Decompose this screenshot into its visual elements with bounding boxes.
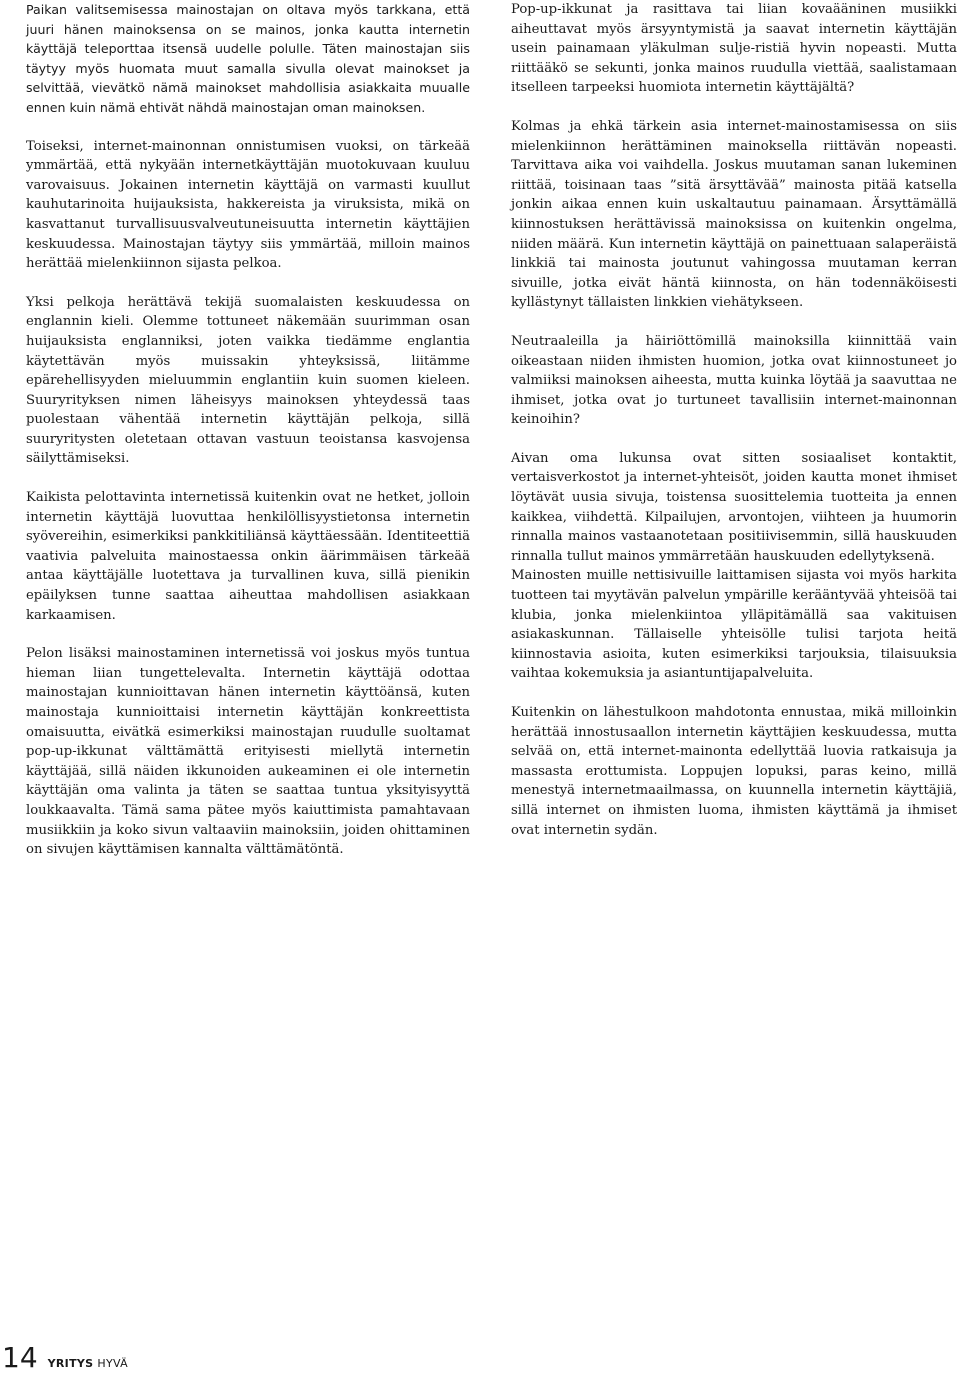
page-number: 14 xyxy=(2,1341,38,1374)
paragraph: Paikan valitsemisessa mainostajan on oltava myös tarkkana, että juuri hänen mainoksensa on se mainos, jonka kautta internetin käyttäjä teleporttaa itsensä uudelle polulle. Täten mainostajan siis täytyy myös huomata muut samalla sivulla olevat mainokset ja selvittää, vievätkö nämä mainokset mahdollisia asiakkaita muualle ennen kuin nämä ehtivät nähdä mainostajan oman mainoksen. xyxy=(26,2,470,115)
publication-brand xyxy=(48,1357,128,1370)
paragraph: Neutraaleilla ja häiriöttömillä mainoksilla kiinnittää vain oikeastaan niiden ihmisten huomion, jotka ovat kiinnostuneet jo valmiiksi mainoksen aiheesta, mutta kuinka löytää ja saavuttaa ne ihmiset, jotka ovat jo turtuneet tavallisiin internet-mainonnan keinoihin? xyxy=(511,333,957,428)
paragraph: Pop-up-ikkunat ja rasittava tai liian kovaääninen musiikki aiheuttavat myös ärsyyntymistä ja saavat internetin käyttäjän usein painamaan yläkulman sulje-ristiä hyvin nopeasti. Mutta riittääkö se sekunti, jonka mainos ruudulla viettää, saalistamaan itselleen tarpeeksi huomiota internetin käyttäjältä? xyxy=(511,2,957,96)
paragraph: Kolmas ja ehkä tärkein asia internet-mainostamisessa on siis mielenkiinnon herättäminen mainoksella riittävän nopeasti. Tarvittava aika voi vaihdella. Joskus muutaman sanan lukeminen riittää, toisinaan taas ”sitä ärsyttävää” mainosta pitää katsella jonkin aikaa ennen kuin uskaltautuu painamaan. Ärsyttämällä kiinnostuksen herättävissä mainoksissa on kuitenkin ongelma, niiden määrä. Kun internetin käyttäjä on painettuaan salaperäistä linkkiä tai mainosta joutunut vahingossa muutaman kerran sivuille, jotka eivät häntä kiinnosta, on hän todennäköisesti kyllästynyt tällaisten linkkien viehätykseen. xyxy=(511,118,957,311)
paragraph: Toiseksi, internet-mainonnan onnistumisen vuoksi, on tärkeää ymmärtää, että nykyään internetkäyttäjän muotokuvaan kuuluu varovaisuus. Jokainen internetin käyttäjä on varmasti kuullut kauhutarinoita huijauksista, hakkereista ja viruksista, mikä on kasvattanut turvallisuusvalveutuneisuutta internetin käyttäjien keskuudessa. Mainostajan täytyy siis ymmärtää, milloin mainos herättää mielenkiinnon sijasta pelkoa. xyxy=(26,138,470,272)
right-column xyxy=(511,0,957,859)
paragraph: Mainosten muille nettisivuille laittamisen sijasta voi myös harkita tuotteen tai myytävän palvelun ympärille kerääntyvää yhteisöä tai klubia, jonka mielenkiintoa ylläpitämällä saa vakituisen asiakaskunnan. Tällaiselle yhteisölle tulisi tarjota heitä kiinnostavia asioita, kuten esimerkiksi tarjouksia, tilaisuuksia vaihtaa kokemuksia ja asiantuntijapalveluita. xyxy=(511,568,957,682)
paragraph: Yksi pelkoja herättävä tekijä suomalaisten keskuudessa on englannin kieli. Olemme tottuneet näkemään suurimman osan huijauksista englanniksi, joten vaikka tiedämme englantia käytettävän myös muissakin yhteyksissä, liitämme epärehellisyyden mieluummin englantiin kuin suomen kieleen. Suuryrityksen nimen läheisyys mainoksen yhteydessä taas puolestaan vähentää internetin käyttäjän pelkoja, sillä suuryritysten oletetaan ottavan vastuun teoistansa kasvojensa säilyttämiseksi. xyxy=(26,294,470,467)
paragraph: Pelon lisäksi mainostaminen internetissä voi joskus myös tuntua hieman liian tungettelevalta. Internetin käyttäjä odottaa mainostajan kunnioittavan hänen internetin käyttöänsä, kuten mainostaja kunnioittaisi internetin käyttäjän konkreettista omaisuutta, eivätkä esimerkiksi mainostajan ruudulle suoltamat pop-up-ikkunat välttämättä erityisesti miellytä internetin käyttäjää, sillä näiden ikkunoiden aukeaminen ei ole internetin käyttäjän oma valinta ja täten se saattaa tuntua yksityisyyttä loukkaavalta. Tämä sama pätee myös kaiuttimista pamahtavaan musiikkiin ja koko sivun valtaaviin mainoksiin, joiden ohittaminen on sivujen käyttämisen kannalta välttämätöntä. xyxy=(26,646,470,858)
paragraph: Kuitenkin on lähestulkoon mahdotonta ennustaa, mikä milloinkin herättää innostusaallon internetin käyttäjien keskuudessa, mutta selvää on, että internet-mainonta edellyttää luovia ratkaisuja ja massasta erottumista. Loppujen lopuksi, paras keino, millä menestyä internetmaailmassa, on kuunnella internetin käyttäjiä, sillä internet on ihmisten luoma, ihmisten käyttämä ja ihmiset ovat internetin sydän. xyxy=(511,705,957,838)
brand-bold: YRITYS xyxy=(47,1357,94,1370)
paragraph: Aivan oma lukunsa ovat sitten sosiaaliset kontaktit, vertaisverkostot ja internet-yhteisöt, joiden kautta monet ihmiset löytävät uusia sivuja, toistensa suosittelemia tuotteita ja ennen kaikkea, viihdettä. Kilpailujen, arvontojen, viihteen ja huumorin rinnalla mainos vastaanotetaan positiivisemmin, sillä hauskuuden rinnalla tullut mainos ymmärretään hauskuuden edellytyksenä. xyxy=(511,450,957,564)
brand-regular: HYVÄ xyxy=(97,1357,128,1370)
paragraph: Kaikista pelottavinta internetissä kuitenkin ovat ne hetket, jolloin internetin käyttäjä luovuttaa henkilöllisyystietonsa internetin syövereihin, esimerkiksi pankkitiliänsä käyttäessään. Identiteettiä vaativia palveluita mainostaessa onkin äärimmäisen tärkeää antaa käyttäjälle luotettava ja turvallinen kuva, sillä pienikin epäilyksen tunne saattaa aiheuttaa mahdollisen asiakkaan karkaamisen. xyxy=(26,490,470,623)
page-footer xyxy=(2,1343,128,1373)
left-column xyxy=(26,0,470,879)
